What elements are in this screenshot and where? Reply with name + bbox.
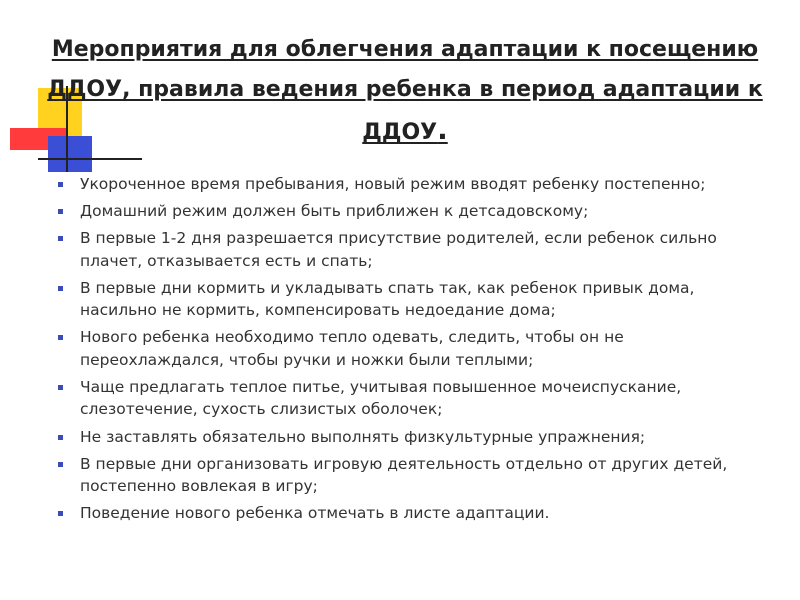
list-item	[56, 277, 771, 322]
list-item	[56, 453, 771, 498]
list-item-text: В первые дни кормить и укладывать спать так, как ребенок привык дома, насильно не кормить, компенсировать недоедание дома;	[80, 278, 695, 320]
bullet-square-icon	[58, 182, 63, 187]
list-item	[56, 376, 771, 421]
list-item-text: В первые 1-2 дня разрешается присутствие родителей, если ребенок сильно плачет, отказывается есть и спать;	[80, 229, 717, 270]
bullet-square-icon	[58, 511, 63, 516]
list-item-text: Домашний режим должен быть приближен к детсадовскому;	[80, 202, 589, 221]
list-item-text: Поведение нового ребенка отмечать в листе адаптации.	[80, 504, 550, 523]
list-item-text: В первые дни организовать игровую деятельность отдельно от других детей, постепенно вовлекая в игру;	[80, 454, 728, 496]
list-item-text: Нового ребенка необходимо тепло одевать, следить, чтобы он не переохлаждался, чтобы ручки и ножки были теплыми;	[80, 328, 624, 369]
list-item-text: Не заставлять обязательно выполнять физкультурные упражнения;	[80, 427, 646, 446]
slide-title-period: .	[437, 113, 448, 146]
bullet-square-icon	[58, 335, 63, 340]
decor-horizontal-line	[38, 158, 142, 160]
bullet-square-icon	[58, 462, 63, 467]
list-item	[56, 502, 771, 525]
bullet-square-icon	[58, 435, 63, 440]
bullet-square-icon	[58, 385, 63, 390]
slide-title	[40, 30, 770, 153]
slide-title-text: Мероприятия для облегчения адаптации к посещению ДДОУ, правила ведения ребенка в период адаптации к ДДОУ	[47, 37, 763, 145]
bullet-list	[56, 173, 771, 529]
list-item	[56, 326, 771, 371]
bullet-square-icon	[58, 209, 63, 214]
list-item	[56, 173, 771, 196]
list-item	[56, 200, 771, 223]
list-item	[56, 227, 771, 272]
list-item-text: Укороченное время пребывания, новый режим вводят ребенку постепенно;	[80, 175, 706, 193]
bullet-square-icon	[58, 286, 63, 291]
list-item-text: Чаще предлагать теплое питье, учитывая повышенное мочеиспускание, слезотечение, сухость слизистых оболочек;	[80, 377, 682, 419]
bullet-square-icon	[58, 236, 63, 241]
list-item	[56, 426, 771, 449]
